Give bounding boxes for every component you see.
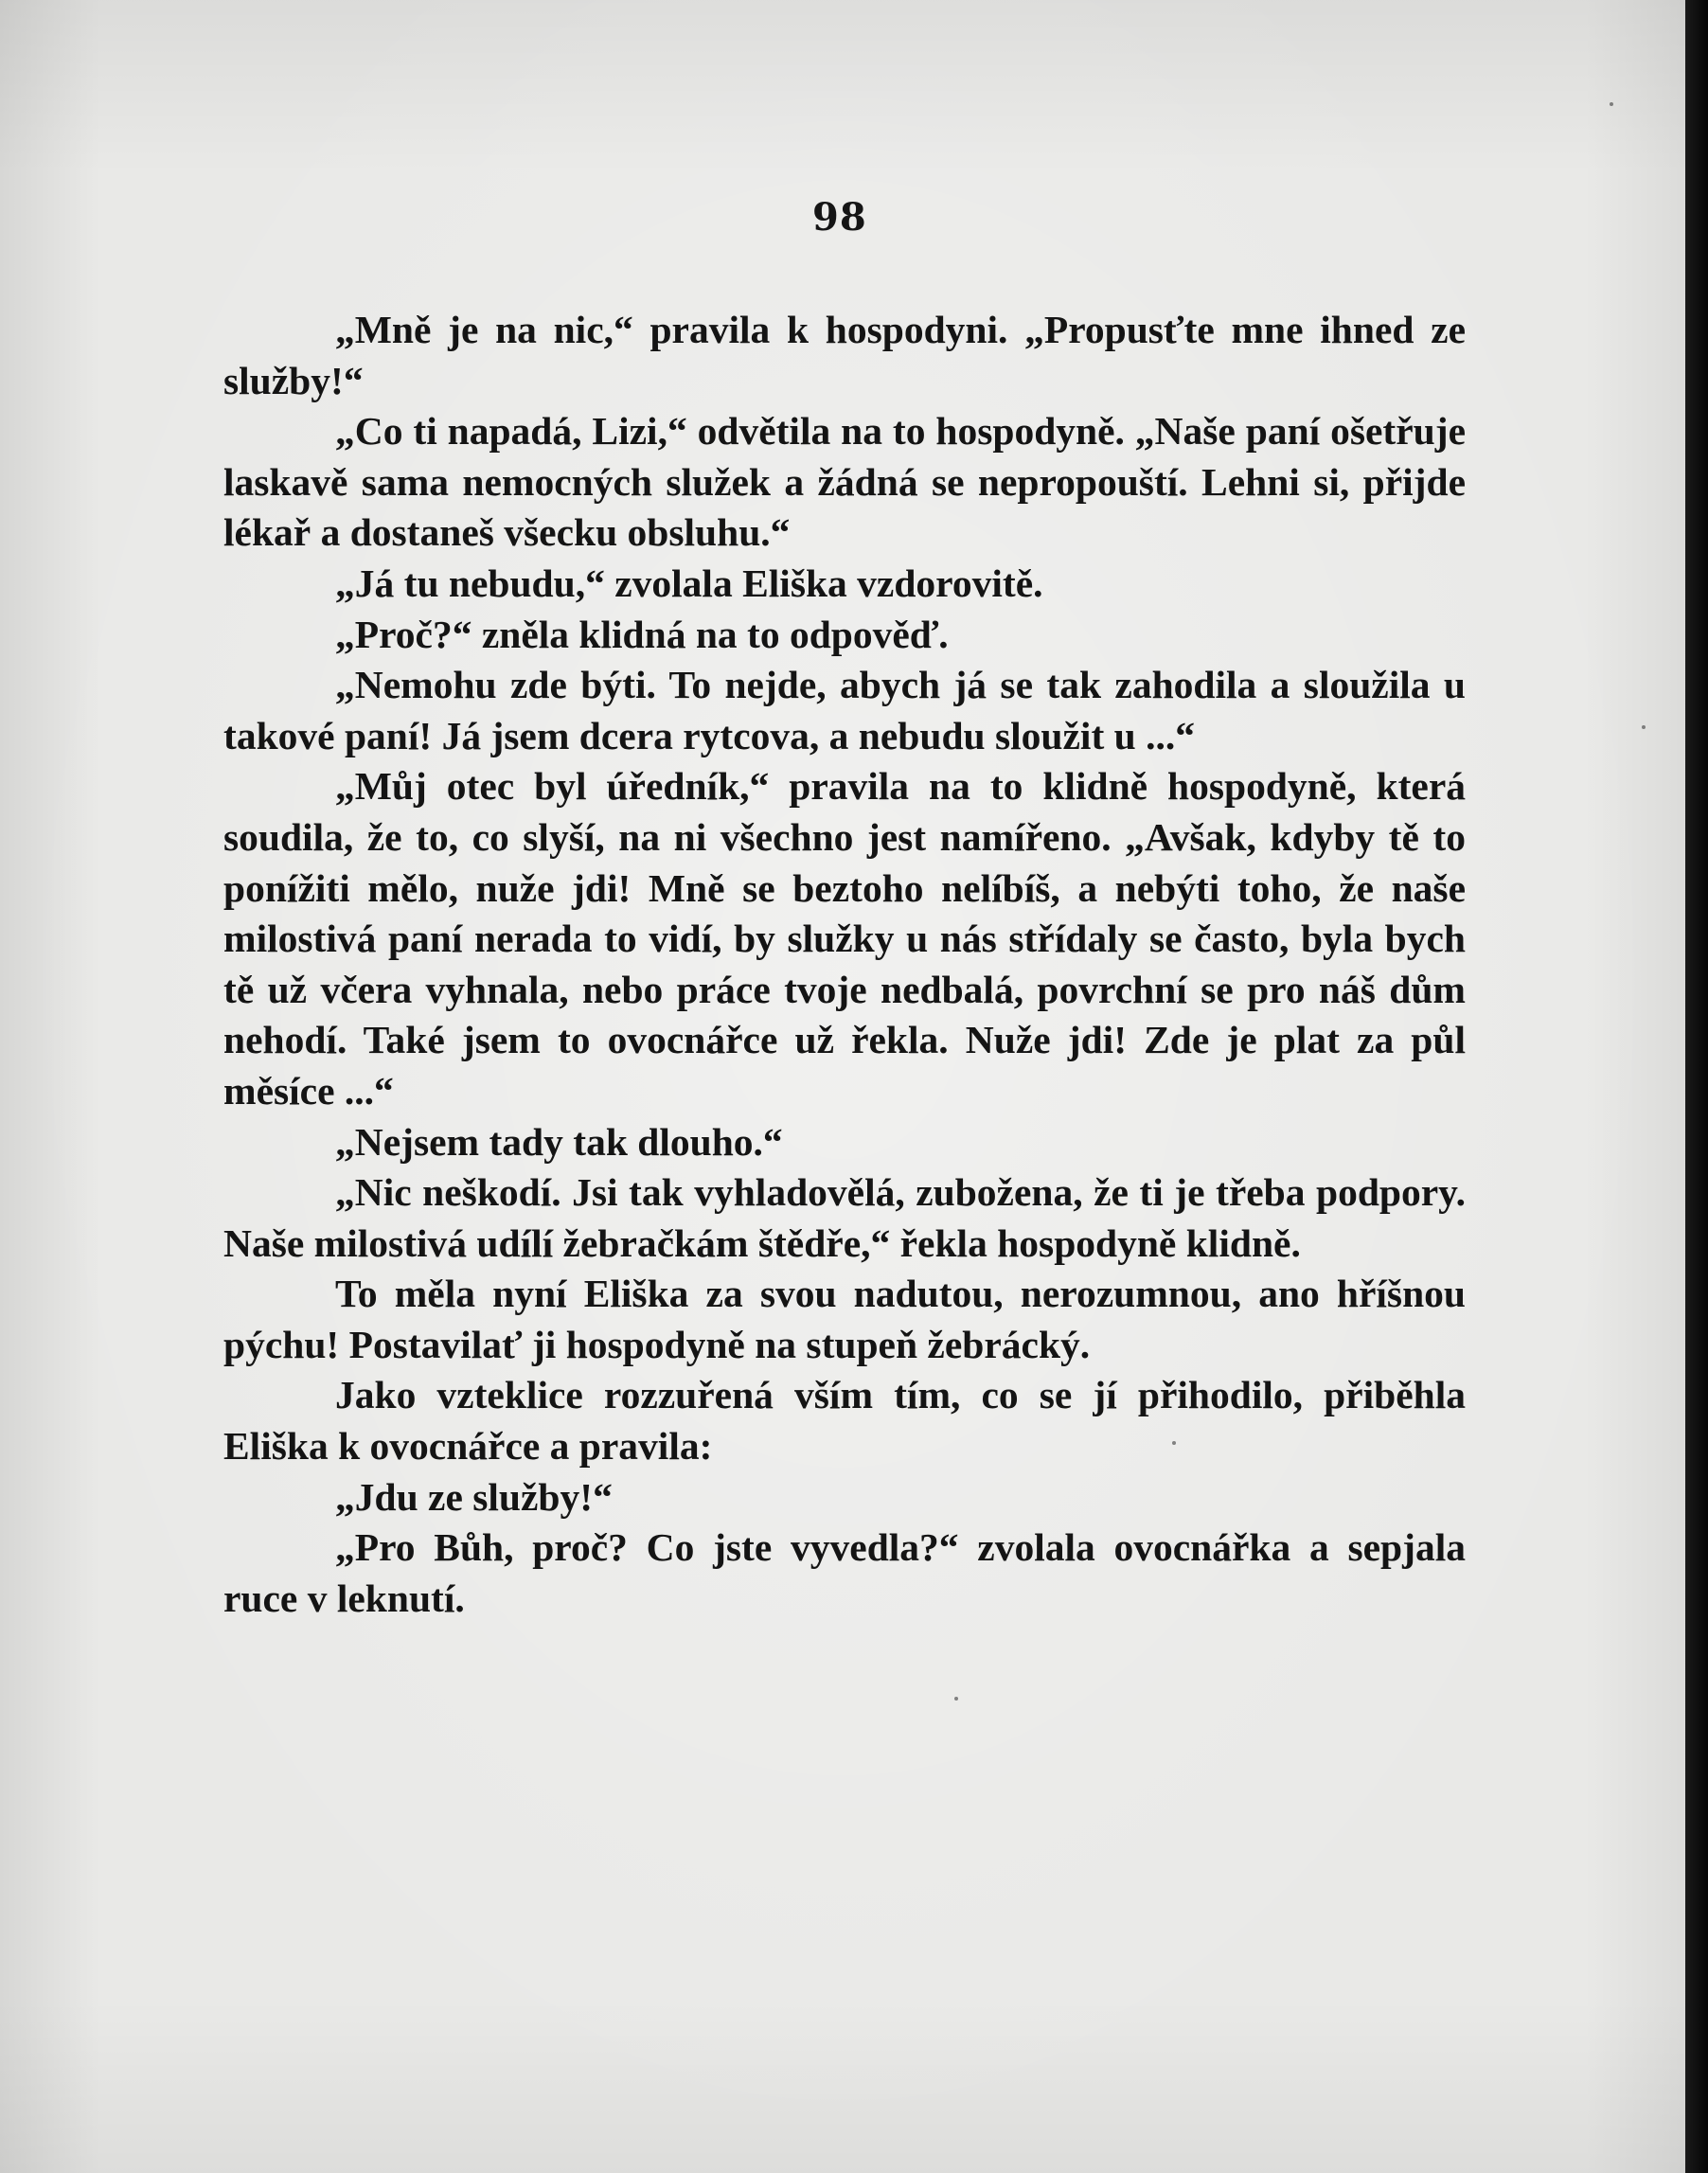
paragraph: „Můj otec byl úředník,“ pravila na to klidně hospodyně, která soudila, že to, co slyší, na ni všechno jest namířeno. „Avšak, kdyby tě to ponížiti mělo, nuže jdi! Mně se beztoho nelíbíš, a nebýti toho, že naše milostivá paní nerada to vidí, by služky u nás střídaly se často, byla bych tě už včera vyhnala, nebo práce tvoje nedbalá, povrchní se pro náš dům nehodí. Také jsem to ovocnářce už řekla. Nuže jdi! Zde je plat za půl měsíce ...“ <box>223 764 1466 1113</box>
paragraph: Jako vzteklice rozzuřená vším tím, co se jí přihodilo, přiběhla Eliška k ovocnářce a pravila: <box>223 1373 1466 1469</box>
scan-speck <box>954 1697 958 1701</box>
paragraph: „Mně je na nic,“ pravila k hospodyni. „Propusťte mne ihned ze služby!“ <box>223 308 1466 402</box>
paragraph: „Pro Bůh, proč? Co jste vyvedla?“ zvolala ovocnářka a sepjala ruce v leknutí. <box>223 1525 1466 1620</box>
scan-speck <box>1642 725 1646 729</box>
paragraph: „Co ti napadá, Lizi,“ odvětila na to hospodyně. „Naše paní ošetřuje laskavě sama nemocných služek a žádná se nepropouští. Lehni si, přijde lékař a dostaneš všecku obsluhu.“ <box>223 409 1466 555</box>
scan-speck <box>1610 102 1613 106</box>
paragraph: To měla nyní Eliška za svou nadutou, nerozumnou, ano hříšnou pýchu! Postavilať ji hospodyně na stupeň žebrácký. <box>223 1272 1466 1366</box>
paragraph: „Nic neškodí. Jsi tak vyhladovělá, zubožena, že ti je třeba podpory. Naše milostivá udílí žebračkám štědře,“ řekla hospodyně klidně. <box>223 1170 1466 1265</box>
paragraph: „Nemohu zde býti. To nejde, abych já se tak zahodila a sloužila u takové paní! Já jsem dcera rytcova, a nebudu sloužit u ...“ <box>223 663 1466 757</box>
paragraph: „Já tu nebudu,“ zvolala Eliška vzdorovitě. <box>335 561 1043 605</box>
scan-edge <box>1685 0 1708 2173</box>
paragraph: „Nejsem tady tak dlouho.“ <box>335 1119 783 1164</box>
paragraph: „Proč?“ zněla klidná na to odpověď. <box>335 612 949 656</box>
body-text <box>223 305 1466 1624</box>
page-number: 98 <box>812 195 867 240</box>
scan-speck <box>1172 1441 1176 1445</box>
paragraph: „Jdu ze služby!“ <box>335 1474 613 1519</box>
